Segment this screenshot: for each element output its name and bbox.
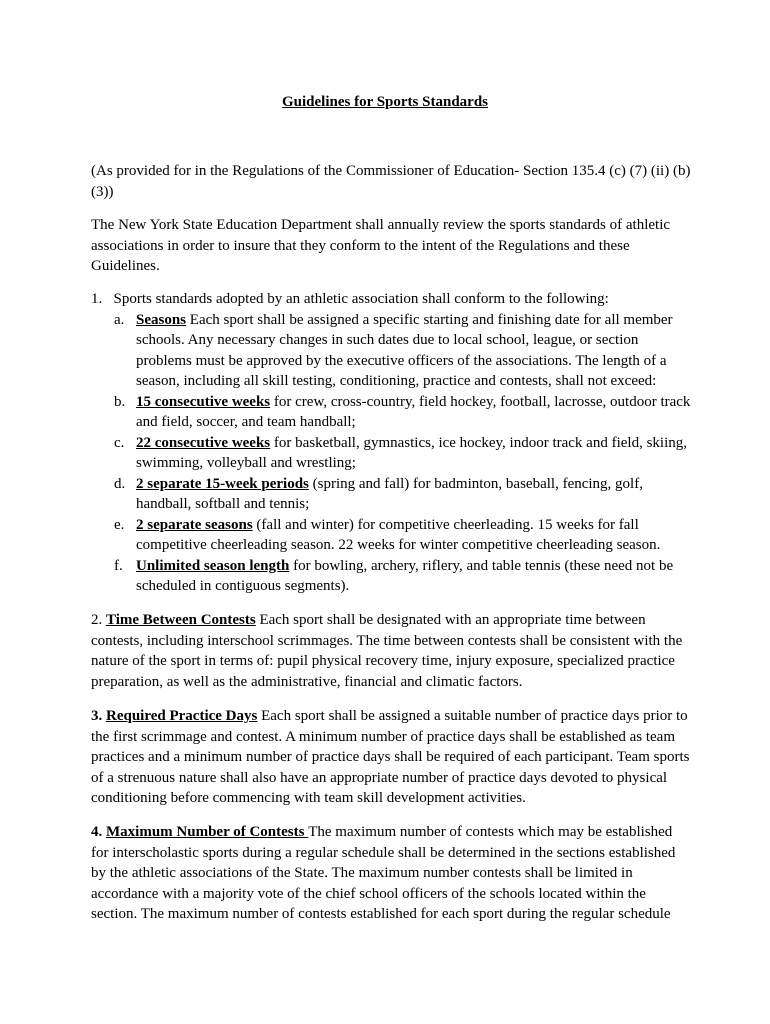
document-title: Guidelines for Sports Standards — [281, 94, 488, 110]
list-item-letter: e. — [114, 516, 125, 533]
section-1-number: 1. — [91, 291, 103, 307]
section-2-text: Each sport shall be designated with an appropriate time between contests, including interschool scrimmages. The time between contests shall be consistent with the nature of the sport in terms of: pupil physical recovery time, injury exposure, specialized practice preparation, as well as the administrative, financial and climatic factors. — [91, 612, 683, 690]
list-item-text: (fall and winter) for competitive cheerleading. 15 weeks for fall competitive cheerleading season. 22 weeks for winter competitive cheerleading season. — [136, 516, 661, 553]
section-4 — [91, 822, 691, 925]
list-item — [91, 474, 691, 515]
section-2-number: 2. — [91, 612, 103, 628]
list-item-heading: 2 separate seasons — [136, 516, 253, 533]
list-item — [91, 433, 691, 474]
list-item-letter: a. — [114, 311, 125, 328]
list-item-letter: d. — [114, 475, 126, 492]
list-item-letter: b. — [114, 393, 126, 410]
list-item-heading: 15 consecutive weeks — [136, 393, 271, 410]
section-3-text: Each sport shall be assigned a suitable number of practice days prior to the first scrimmage and contest. A minimum number of practice days shall be established as team practices and a minimum number of practice days shall be required of each participant. Team sports of a strenuous nature shall also have an appropriate number of practice days devoted to physical conditioning before commencing with team skill development activities. — [91, 708, 690, 806]
list-item — [91, 515, 691, 556]
section-2 — [91, 610, 691, 692]
list-item-letter: f. — [114, 557, 123, 574]
section-1-intro — [91, 289, 691, 310]
list-item — [91, 556, 691, 597]
intro-paragraph: The New York State Education Department shall annually review the sports standards of athletic associations in order to insure that they conform to the intent of the Regulations and these Guidelines. — [91, 217, 671, 274]
list-item-heading: Unlimited season length — [136, 557, 290, 574]
list-item-text: Each sport shall be assigned a specific starting and finishing date for all member schools. Any necessary changes in such dates due to local school, league, or section problems must be approved by the executive officers of the associations. The length of a season, including all skill testing, conditioning, practice and contests, shall not exceed: — [136, 311, 673, 389]
list-item-heading: 22 consecutive weeks — [136, 434, 271, 451]
list-item-letter: c. — [114, 434, 125, 451]
section-3-number: 3. — [91, 708, 103, 724]
section-4-number: 4. — [91, 824, 103, 840]
section-4-heading: Maximum Number of Contests — [106, 824, 309, 840]
list-item-text: for basketball, gymnastics, ice hockey, indoor track and field, skiing, swimming, volleyball and wrestling; — [136, 434, 687, 471]
section-1-text: Sports standards adopted by an athletic association shall conform to the following: — [113, 291, 609, 307]
section-3-heading: Required Practice Days — [106, 708, 258, 724]
section-4-text: The maximum number of contests which may be established for interscholastic sports during a regular schedule shall be determined in the sections established by the athletic associations of the State. The maximum number contests shall be limited in accordance with a majority vote of the chief school officers of the schools located within the section. The maximum number of contests established for each sport during the regular schedule — [91, 824, 676, 922]
list-item-heading: 2 separate 15-week periods — [136, 475, 309, 492]
list-item-heading: Seasons — [136, 311, 187, 328]
list-item-text: for bowling, archery, riflery, and table tennis (these need not be scheduled in contiguous segments). — [136, 557, 674, 594]
section-1-list — [91, 310, 691, 597]
section-1 — [91, 289, 691, 597]
section-3 — [91, 706, 691, 809]
list-item-text: for crew, cross-country, field hockey, football, lacrosse, outdoor track and field, soccer, and team handball; — [136, 393, 691, 430]
regulation-reference: (As provided for in the Regulations of the Commissioner of Education- Section 135.4 (c) (7) (ii) (b) (3)) — [91, 163, 691, 200]
list-item-text: (spring and fall) for badminton, baseball, fencing, golf, handball, softball and tennis; — [136, 475, 643, 512]
list-item — [91, 310, 691, 392]
section-2-heading: Time Between Contests — [106, 612, 256, 628]
list-item — [91, 392, 691, 433]
